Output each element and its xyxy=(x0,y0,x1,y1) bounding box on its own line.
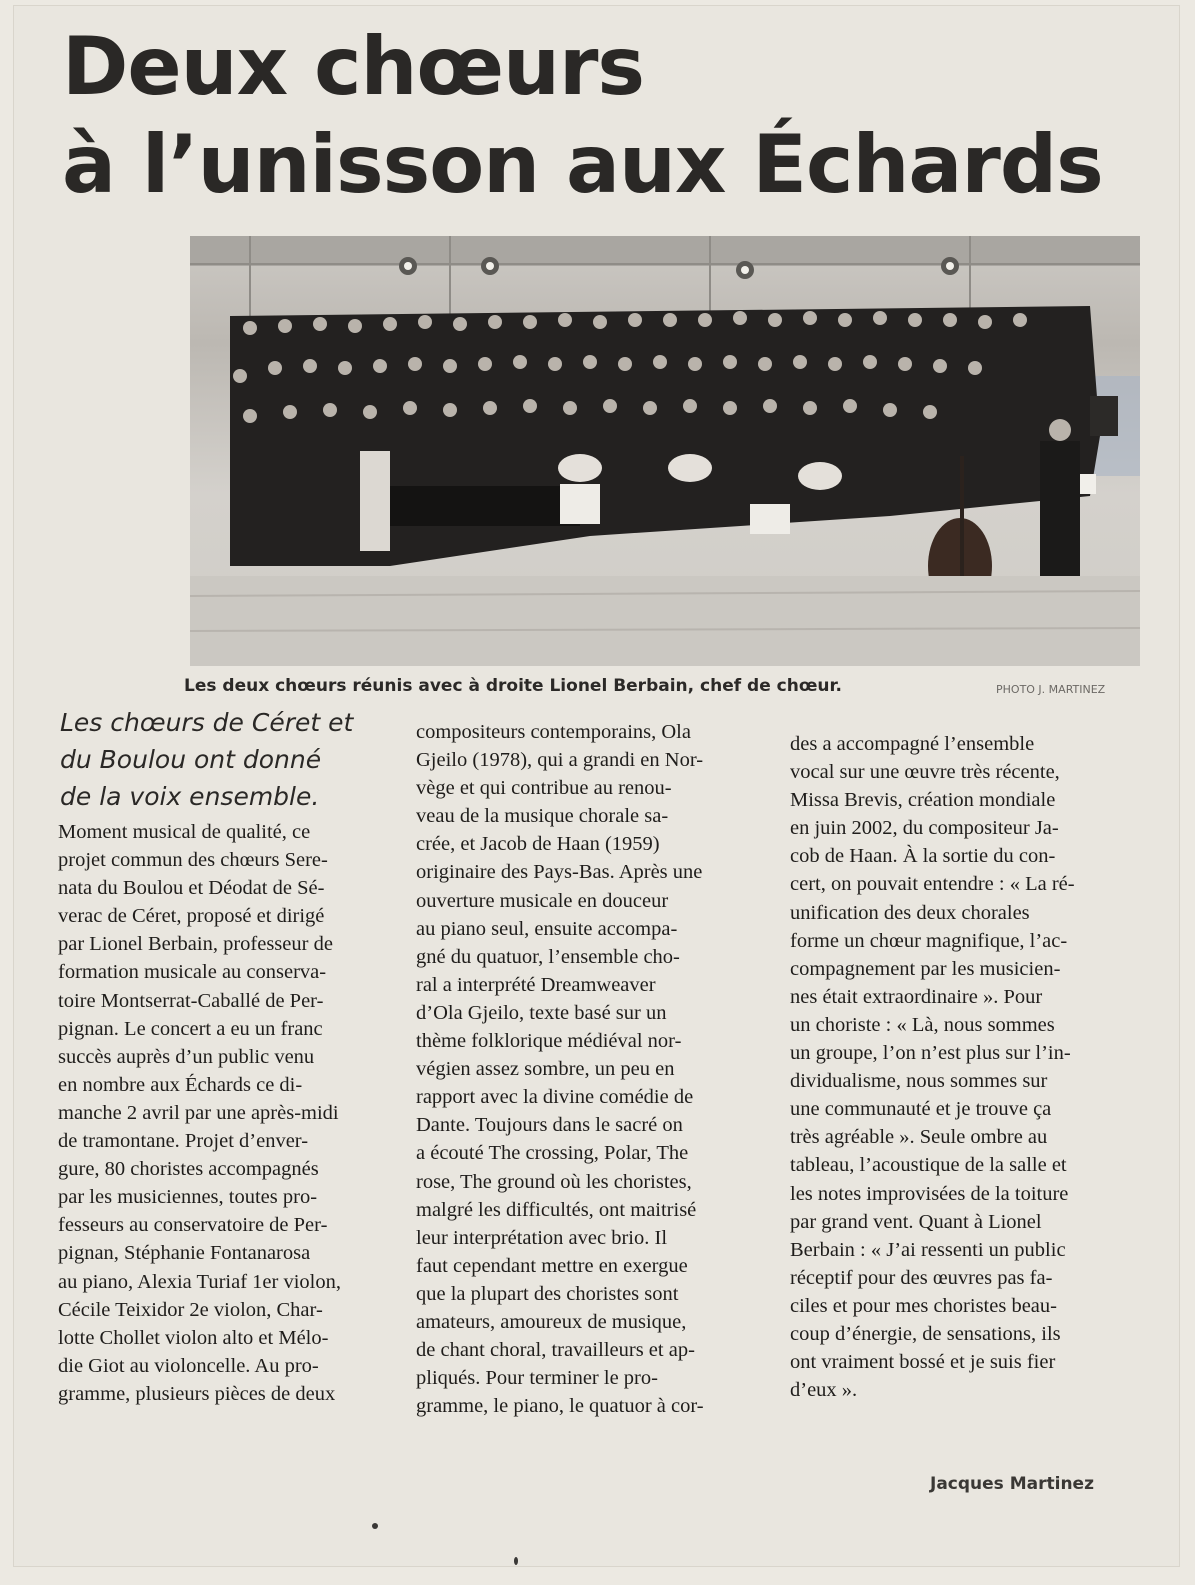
headline-line-1: Deux chœurs xyxy=(62,20,645,113)
text-line: d’Ola Gjeilo, texte basé sur un xyxy=(416,1001,667,1024)
text-line: nes était extraordinaire ». Pour xyxy=(790,985,1043,1008)
text-line: faut cependant mettre en exergue xyxy=(416,1254,688,1277)
text-line: forme un chœur magnifique, l’ac- xyxy=(790,929,1068,952)
text-line: succès auprès d’un public venu xyxy=(58,1045,315,1068)
text-line: les notes improvisées de la toiture xyxy=(790,1182,1069,1205)
text-line: thème folklorique médiéval nor- xyxy=(416,1030,682,1053)
article-lead xyxy=(60,704,390,815)
text-line: Berbain : « J’ai ressenti un public xyxy=(790,1238,1066,1261)
text-line: pignan. Le concert a eu un franc xyxy=(58,1017,323,1040)
text-line: coup d’énergie, de sensations, ils xyxy=(790,1322,1061,1345)
text-line: que la plupart des choristes sont xyxy=(416,1282,679,1305)
text-line: pliqués. Pour terminer le pro- xyxy=(416,1367,658,1390)
text-line: très agréable ». Seule ombre au xyxy=(790,1126,1048,1149)
scan-speck xyxy=(372,1523,378,1529)
text-line: originaire des Pays-Bas. Après une xyxy=(416,861,703,884)
text-line: veau de la musique chorale sa- xyxy=(416,805,669,828)
text-line: gramme, le piano, le quatuor à cor- xyxy=(416,1395,704,1418)
text-line: en juin 2002, du compositeur Ja- xyxy=(790,817,1059,840)
text-line: par Lionel Berbain, professeur de xyxy=(58,933,333,956)
choir-photo-illustration xyxy=(190,236,1140,666)
text-line: formation musicale au conserva- xyxy=(58,961,327,984)
text-line: ont vraiment bossé et je suis fier xyxy=(790,1351,1056,1374)
text-line: nata du Boulou et Déodat de Sé- xyxy=(58,877,325,900)
text-line: vège et qui contribue au renou- xyxy=(416,777,672,800)
photo-credit: PHOTO J. MARTINEZ xyxy=(996,683,1106,696)
article-column-3 xyxy=(790,730,1140,1404)
text-line: tableau, l’acoustique de la salle et xyxy=(790,1154,1067,1177)
text-line: compagnement par les musicien- xyxy=(790,957,1061,980)
author-byline: Jacques Martinez xyxy=(930,1474,1094,1494)
article-column-2 xyxy=(416,718,766,1420)
text-line: Dante. Toujours dans le sacré on xyxy=(416,1114,683,1137)
text-line: toire Montserrat-Caballé de Per- xyxy=(58,989,324,1012)
text-line: en nombre aux Échards ce di- xyxy=(58,1073,303,1096)
scan-speck xyxy=(514,1557,518,1565)
text-line: par les musiciennes, toutes pro- xyxy=(58,1186,318,1209)
text-line: une communauté et je trouve ça xyxy=(790,1098,1052,1121)
text-line: die Giot au violoncelle. Au pro- xyxy=(58,1354,319,1377)
text-line: Gjeilo (1978), qui a grandi en Nor- xyxy=(416,749,704,772)
text-line: ciles et pour mes choristes beau- xyxy=(790,1294,1057,1317)
text-line: au piano seul, ensuite accompa- xyxy=(416,917,678,940)
text-line: dividualisme, nous sommes sur xyxy=(790,1070,1048,1093)
text-line: verac de Céret, proposé et dirigé xyxy=(58,905,325,928)
text-line: fesseurs au conservatoire de Per- xyxy=(58,1214,328,1237)
text-line: végien assez sombre, un peu en xyxy=(416,1058,675,1081)
lead-line: de la voix ensemble. xyxy=(60,782,320,811)
photo-caption: Les deux chœurs réunis avec à droite Lionel Berbain, chef de chœur. xyxy=(184,676,842,696)
text-line: unification des deux chorales xyxy=(790,901,1030,924)
text-line: ral a interprété Dreamweaver xyxy=(416,973,656,996)
choir-photo xyxy=(190,236,1140,666)
text-line: de chant choral, travailleurs et ap- xyxy=(416,1339,695,1362)
text-line: gramme, plusieurs pièces de deux xyxy=(58,1382,336,1405)
text-line: compositeurs contemporains, Ola xyxy=(416,721,691,743)
text-line: un groupe, l’on n’est plus sur l’in- xyxy=(790,1042,1071,1065)
text-line: rose, The ground où les choristes, xyxy=(416,1170,692,1193)
headline xyxy=(62,18,1103,214)
text-line: cob de Haan. À la sortie du con- xyxy=(790,845,1056,868)
text-line: gure, 80 choristes accompagnés xyxy=(58,1158,319,1181)
text-line: réceptif pour des œuvres pas fa- xyxy=(790,1266,1053,1289)
text-line: ouverture musicale en douceur xyxy=(416,889,669,912)
article-column-1 xyxy=(58,818,393,1408)
text-line: un choriste : « Là, nous sommes xyxy=(790,1013,1055,1036)
text-line: a écouté The crossing, Polar, The xyxy=(416,1142,689,1165)
text-line: d’eux ». xyxy=(790,1379,858,1402)
text-line: par grand vent. Quant à Lionel xyxy=(790,1210,1042,1233)
text-line: vocal sur une œuvre très récente, xyxy=(790,761,1060,784)
lead-line: du Boulou ont donné xyxy=(60,745,322,774)
text-line: gné du quatuor, l’ensemble cho- xyxy=(416,945,680,968)
text-line: amateurs, amoureux de musique, xyxy=(416,1310,687,1333)
text-line: projet commun des chœurs Sere- xyxy=(58,849,328,872)
text-line: de tramontane. Projet d’enver- xyxy=(58,1130,309,1153)
text-line: crée, et Jacob de Haan (1959) xyxy=(416,833,660,856)
text-line: Moment musical de qualité, ce xyxy=(58,821,311,843)
lead-line: Les chœurs de Céret et xyxy=(60,708,354,737)
text-line: cert, on pouvait entendre : « La ré- xyxy=(790,873,1075,896)
text-line: malgré les difficultés, ont maitrisé xyxy=(416,1198,697,1221)
text-line: des a accompagné l’ensemble xyxy=(790,733,1035,755)
text-line: rapport avec la divine comédie de xyxy=(416,1086,694,1109)
text-line: leur interprétation avec brio. Il xyxy=(416,1226,668,1249)
text-line: lotte Chollet violon alto et Mélo- xyxy=(58,1326,329,1349)
text-line: pignan, Stéphanie Fontanarosa xyxy=(58,1242,311,1265)
text-line: manche 2 avril par une après-midi xyxy=(58,1101,339,1124)
text-line: Missa Brevis, création mondiale xyxy=(790,789,1056,812)
headline-line-2: à l’unisson aux Échards xyxy=(62,118,1103,211)
text-line: Cécile Teixidor 2e violon, Char- xyxy=(58,1298,323,1321)
text-line: au piano, Alexia Turiaf 1er violon, xyxy=(58,1270,341,1293)
